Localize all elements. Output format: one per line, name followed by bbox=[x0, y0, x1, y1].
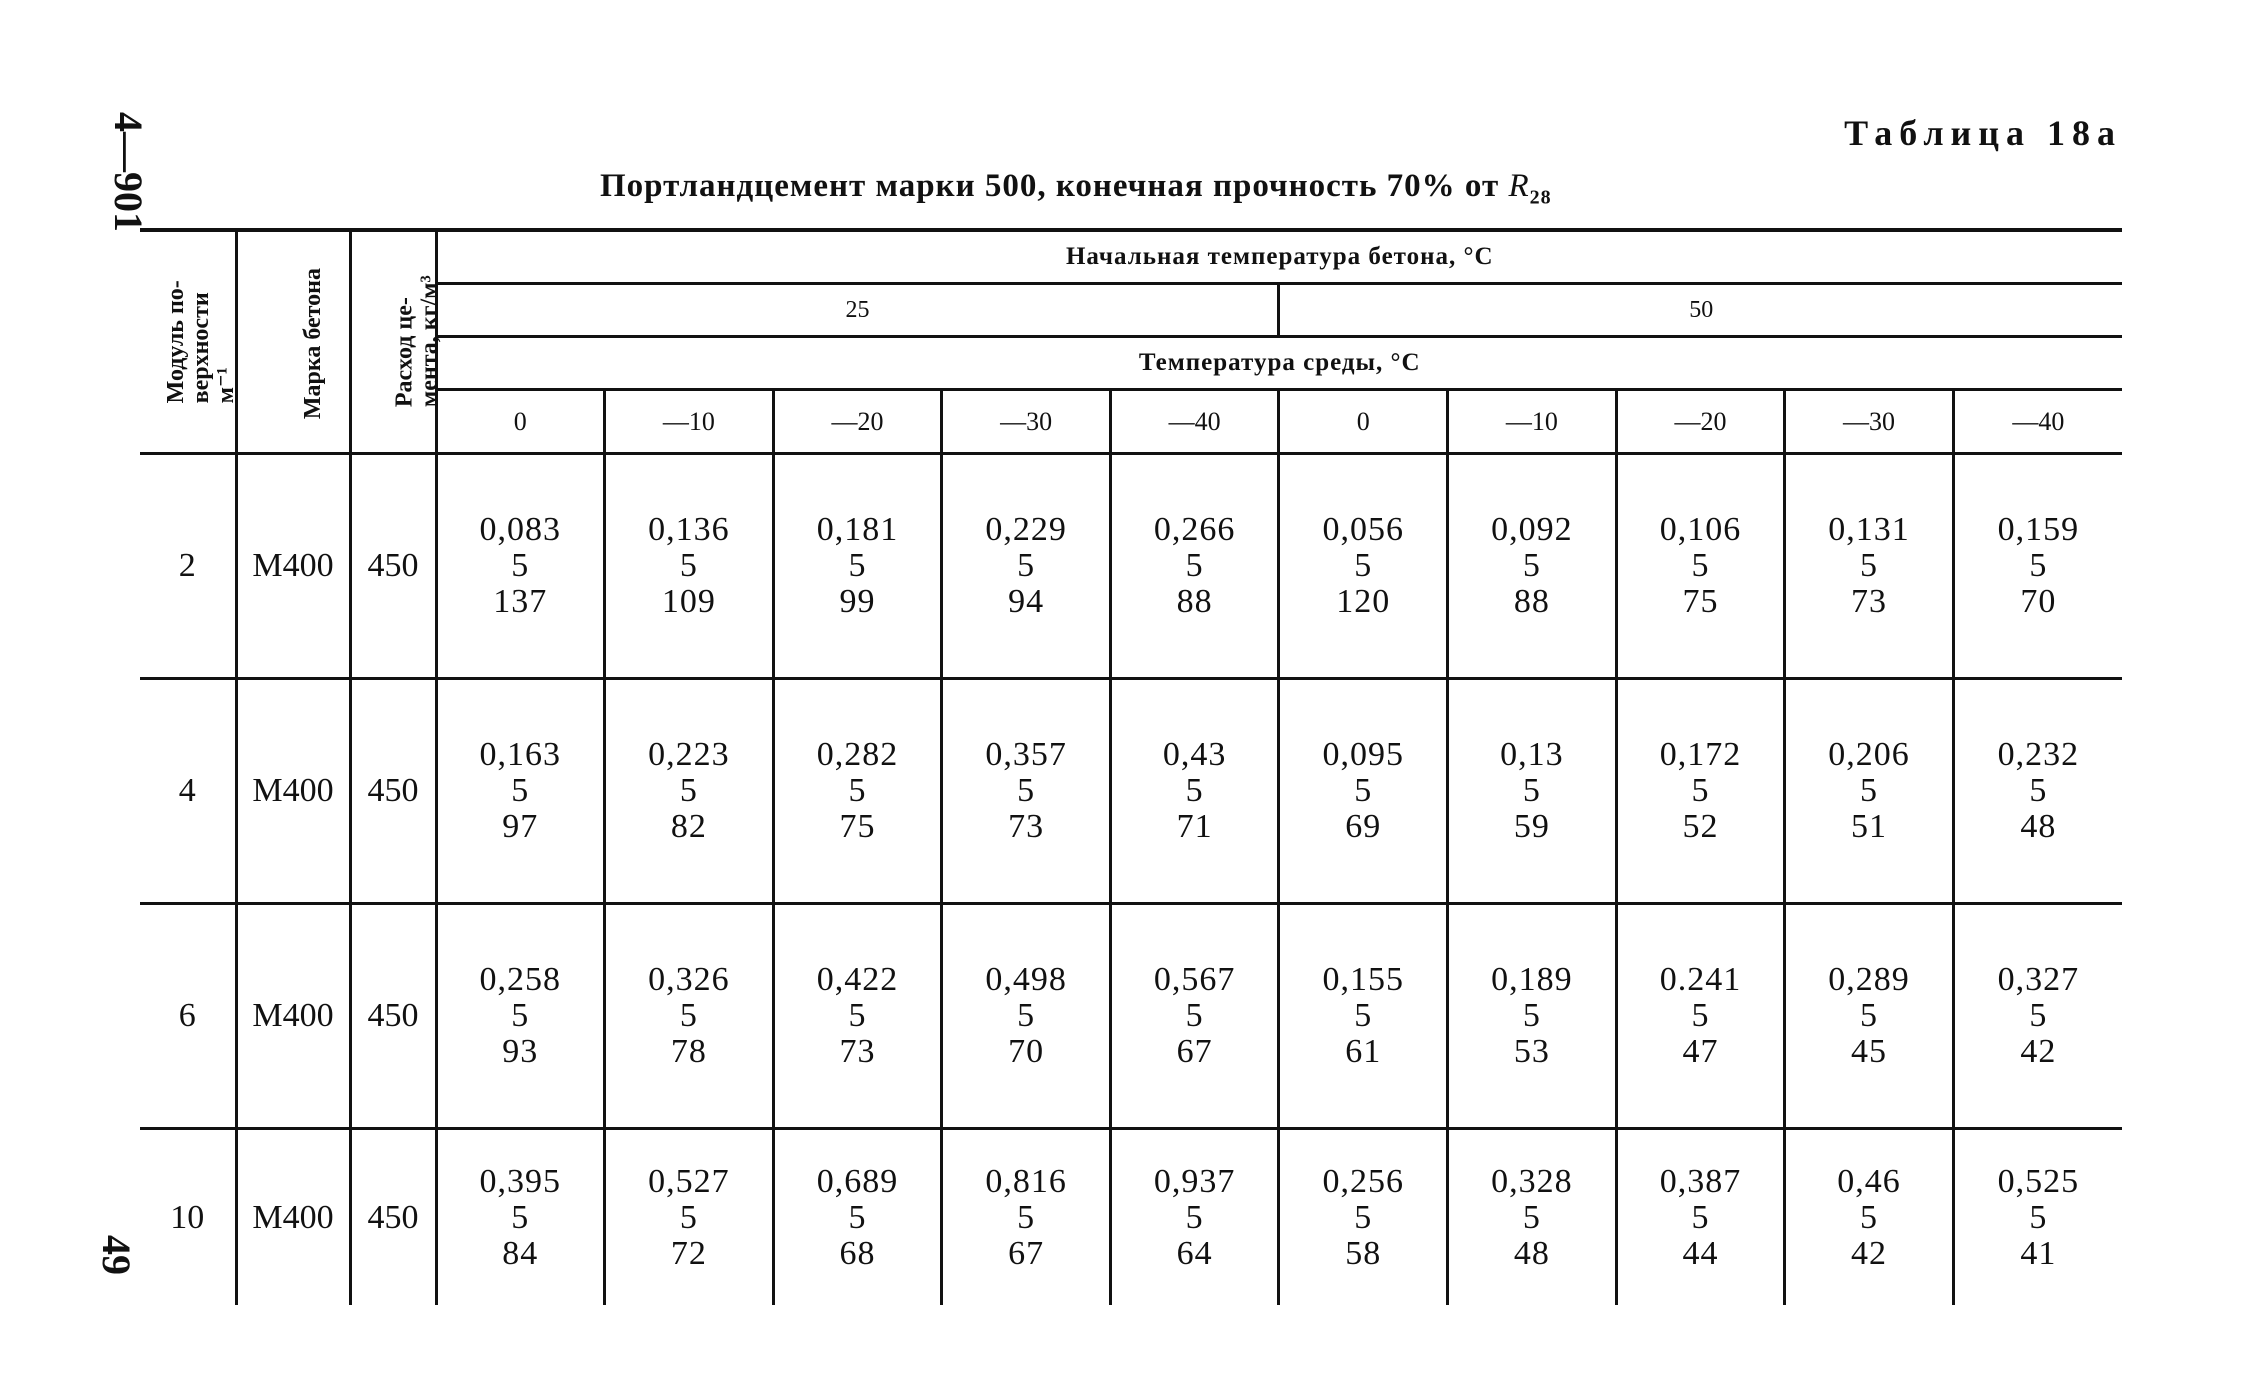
table-cell bbox=[773, 679, 942, 904]
cell-value-coefficient: 0,289 bbox=[1828, 961, 1910, 998]
table-cell bbox=[942, 904, 1111, 1129]
cell-value-coefficient: 0,172 bbox=[1659, 736, 1742, 773]
cell-value-time: 47 bbox=[1682, 1033, 1719, 1070]
cell-value-grade: 5 bbox=[2029, 1198, 2048, 1236]
initial-temp-50: 50 bbox=[1279, 284, 2122, 337]
table-cell bbox=[436, 679, 605, 904]
row-cement: 450 bbox=[350, 679, 436, 904]
table-label: Таблица 18а bbox=[1844, 113, 2122, 153]
cell-value-time: 75 bbox=[839, 808, 876, 845]
col-header-modulus bbox=[140, 230, 240, 454]
cell-value-time: 99 bbox=[839, 583, 876, 620]
cell-value-grade: 5 bbox=[2029, 997, 2048, 1034]
cell-value-coefficient: 0,567 bbox=[1153, 961, 1236, 998]
row-cement: 450 bbox=[350, 454, 436, 679]
cell-value-grade: 5 bbox=[2029, 772, 2048, 809]
cell-value-time: 73 bbox=[1851, 583, 1888, 620]
env-temp-col: —40 bbox=[1110, 390, 1279, 454]
table-cell bbox=[1110, 454, 1279, 679]
cell-value-coefficient: 0,083 bbox=[479, 511, 562, 548]
cell-value-grade: 5 bbox=[679, 547, 698, 584]
cell-value-coefficient: 0,498 bbox=[985, 961, 1067, 998]
table-cell bbox=[1616, 1129, 1785, 1306]
col-header-grade bbox=[236, 230, 350, 454]
col-header-grade-text: Марка бетона bbox=[299, 268, 326, 420]
table-cell bbox=[1785, 679, 1954, 904]
cell-value-time: 67 bbox=[1008, 1234, 1045, 1272]
initial-temp-header: Начальная температура бетона, °С bbox=[436, 230, 2122, 284]
table-cell bbox=[1110, 679, 1279, 904]
table-cell bbox=[436, 1129, 605, 1306]
table-cell bbox=[605, 454, 774, 679]
cell-value-time: 52 bbox=[1682, 808, 1719, 845]
cell-value-time: 45 bbox=[1851, 1033, 1888, 1070]
env-temp-col: 0 bbox=[1279, 390, 1448, 454]
cell-value-grade: 5 bbox=[511, 1198, 530, 1236]
env-temp-col: —10 bbox=[605, 390, 774, 454]
cell-value-coefficient: 0,092 bbox=[1491, 511, 1573, 548]
cell-value-grade: 5 bbox=[1185, 997, 1204, 1034]
cell-value-grade: 5 bbox=[1522, 997, 1541, 1034]
cell-value-coefficient: 0,327 bbox=[1997, 961, 2080, 998]
cell-value-coefficient: 0,131 bbox=[1828, 511, 1910, 548]
table-row bbox=[140, 454, 2122, 679]
cell-value-grade: 5 bbox=[1354, 547, 1373, 584]
cell-value-time: 58 bbox=[1345, 1234, 1382, 1272]
cell-value-grade: 5 bbox=[1691, 1198, 1710, 1236]
table-cell bbox=[1110, 904, 1279, 1129]
table-cell bbox=[773, 454, 942, 679]
cell-value-coefficient: 0.241 bbox=[1659, 961, 1742, 998]
cell-value-coefficient: 0,937 bbox=[1153, 1162, 1236, 1200]
table-cell bbox=[942, 1129, 1111, 1306]
row-modulus: 6 bbox=[140, 904, 236, 1129]
table-cell bbox=[1448, 679, 1617, 904]
cell-value-grade: 5 bbox=[1691, 772, 1710, 809]
cell-value-time: 48 bbox=[1513, 1234, 1550, 1272]
cell-value-grade: 5 bbox=[1860, 772, 1879, 809]
cell-value-coefficient: 0,155 bbox=[1322, 961, 1405, 998]
table-row bbox=[140, 1129, 2122, 1306]
table-cell bbox=[605, 679, 774, 904]
table-row bbox=[140, 904, 2122, 1129]
cell-value-grade: 5 bbox=[848, 772, 867, 809]
cell-value-grade: 5 bbox=[1860, 547, 1879, 584]
cell-value-coefficient: 0,326 bbox=[648, 961, 730, 998]
page-number: 49 bbox=[94, 1235, 139, 1275]
cell-value-coefficient: 0,282 bbox=[816, 736, 899, 773]
cell-value-time: 67 bbox=[1176, 1033, 1213, 1070]
cell-value-grade: 5 bbox=[1017, 997, 1036, 1034]
cell-value-coefficient: 0,189 bbox=[1491, 961, 1573, 998]
cell-value-coefficient: 0,136 bbox=[648, 511, 730, 548]
col-header-cement-line2: мента, кг/м³ bbox=[416, 275, 443, 408]
data-table bbox=[140, 228, 2122, 1305]
cell-value-time: 75 bbox=[1682, 583, 1719, 620]
cell-value-coefficient: 0,527 bbox=[648, 1162, 730, 1200]
row-cement: 450 bbox=[350, 904, 436, 1129]
cell-value-time: 70 bbox=[1008, 1033, 1045, 1070]
cell-value-grade: 5 bbox=[1691, 547, 1710, 584]
table-cell bbox=[1279, 1129, 1448, 1306]
cell-value-grade: 5 bbox=[1860, 997, 1879, 1034]
table-title bbox=[600, 168, 1552, 210]
cell-value-time: 73 bbox=[839, 1033, 876, 1070]
col-header-modulus-line2: верхности bbox=[187, 292, 214, 404]
cell-value-coefficient: 0,232 bbox=[1997, 736, 2080, 773]
cell-value-coefficient: 0,095 bbox=[1322, 736, 1405, 773]
table-cell bbox=[942, 679, 1111, 904]
table-cell bbox=[1953, 904, 2122, 1129]
env-temp-col: —40 bbox=[1953, 390, 2122, 454]
row-modulus: 10 bbox=[140, 1129, 236, 1306]
table-cell bbox=[436, 904, 605, 1129]
title-variable: R bbox=[1508, 168, 1530, 204]
cell-value-time: 64 bbox=[1176, 1234, 1213, 1272]
env-temp-col: —20 bbox=[773, 390, 942, 454]
cell-value-grade: 5 bbox=[1017, 772, 1036, 809]
cell-value-grade: 5 bbox=[1691, 997, 1710, 1034]
cell-value-time: 82 bbox=[670, 808, 707, 845]
row-modulus: 2 bbox=[140, 454, 236, 679]
row-grade: М400 bbox=[236, 454, 350, 679]
table-cell bbox=[1448, 1129, 1617, 1306]
cell-value-coefficient: 0,266 bbox=[1153, 511, 1236, 548]
table-cell bbox=[1785, 904, 1954, 1129]
cell-value-grade: 5 bbox=[848, 1198, 867, 1236]
page-side-code: 4—901 bbox=[106, 112, 151, 232]
row-grade: М400 bbox=[236, 1129, 350, 1306]
cell-value-coefficient: 0,357 bbox=[985, 736, 1067, 773]
cell-value-coefficient: 0,43 bbox=[1162, 736, 1227, 773]
cell-value-coefficient: 0,256 bbox=[1322, 1162, 1405, 1200]
cell-value-grade: 5 bbox=[1017, 547, 1036, 584]
table-cell bbox=[1785, 454, 1954, 679]
cell-value-grade: 5 bbox=[848, 547, 867, 584]
cell-value-grade: 5 bbox=[511, 772, 530, 809]
table-cell bbox=[1279, 679, 1448, 904]
cell-value-time: 71 bbox=[1176, 808, 1213, 845]
cell-value-time: 41 bbox=[2020, 1234, 2057, 1272]
cell-value-coefficient: 0,395 bbox=[479, 1162, 562, 1200]
table-cell bbox=[773, 1129, 942, 1306]
table-cell bbox=[1448, 904, 1617, 1129]
cell-value-coefficient: 0,46 bbox=[1837, 1162, 1901, 1200]
table-cell bbox=[1616, 454, 1785, 679]
cell-value-coefficient: 0,223 bbox=[648, 736, 730, 773]
cell-value-grade: 5 bbox=[848, 997, 867, 1034]
cell-value-time: 69 bbox=[1345, 808, 1382, 845]
cell-value-coefficient: 0,689 bbox=[816, 1162, 899, 1200]
table-cell bbox=[1785, 1129, 1954, 1306]
cell-value-time: 48 bbox=[2020, 808, 2057, 845]
cell-value-grade: 5 bbox=[511, 997, 530, 1034]
cell-value-time: 70 bbox=[2020, 583, 2057, 620]
cell-value-time: 93 bbox=[502, 1033, 539, 1070]
cell-value-coefficient: 0,258 bbox=[479, 961, 562, 998]
table-cell bbox=[1448, 454, 1617, 679]
table-cell bbox=[605, 1129, 774, 1306]
env-temp-col: —20 bbox=[1616, 390, 1785, 454]
cell-value-time: 42 bbox=[1851, 1234, 1888, 1272]
initial-temp-25: 25 bbox=[436, 284, 1279, 337]
cell-value-time: 42 bbox=[2020, 1033, 2057, 1070]
col-header-cement-line1: Расход це- bbox=[391, 297, 418, 408]
cell-value-coefficient: 0,106 bbox=[1659, 511, 1742, 548]
row-cement: 450 bbox=[350, 1129, 436, 1306]
table-cell bbox=[1616, 904, 1785, 1129]
cell-value-time: 88 bbox=[1513, 583, 1550, 620]
title-subscript: 28 bbox=[1529, 186, 1552, 209]
cell-value-grade: 5 bbox=[1185, 772, 1204, 809]
cell-value-grade: 5 bbox=[2029, 547, 2048, 584]
cell-value-coefficient: 0,328 bbox=[1491, 1162, 1573, 1200]
cell-value-time: 68 bbox=[839, 1234, 876, 1272]
cell-value-grade: 5 bbox=[1522, 547, 1541, 584]
cell-value-coefficient: 0,056 bbox=[1322, 511, 1405, 548]
table-cell bbox=[1279, 454, 1448, 679]
cell-value-time: 51 bbox=[1851, 808, 1888, 845]
cell-value-grade: 5 bbox=[1185, 1198, 1204, 1236]
cell-value-grade: 5 bbox=[1522, 772, 1541, 809]
table-cell bbox=[605, 904, 774, 1129]
cell-value-grade: 5 bbox=[1185, 547, 1204, 584]
cell-value-grade: 5 bbox=[1354, 772, 1373, 809]
cell-value-grade: 5 bbox=[1860, 1198, 1879, 1236]
cell-value-time: 73 bbox=[1008, 808, 1045, 845]
cell-value-time: 78 bbox=[670, 1033, 707, 1070]
cell-value-grade: 5 bbox=[679, 1198, 698, 1236]
cell-value-time: 94 bbox=[1008, 583, 1045, 620]
table-cell bbox=[1279, 904, 1448, 1129]
env-temp-col: 0 bbox=[436, 390, 605, 454]
cell-value-time: 53 bbox=[1513, 1033, 1550, 1070]
cell-value-grade: 5 bbox=[679, 772, 698, 809]
cell-value-grade: 5 bbox=[1522, 1198, 1541, 1236]
env-temp-col: —10 bbox=[1448, 390, 1617, 454]
cell-value-grade: 5 bbox=[511, 547, 530, 584]
env-temp-header: Температура среды, °С bbox=[436, 337, 2122, 390]
cell-value-coefficient: 0,525 bbox=[1997, 1162, 2080, 1200]
cell-value-coefficient: 0,229 bbox=[985, 511, 1067, 548]
cell-value-coefficient: 0,816 bbox=[985, 1162, 1067, 1200]
table-cell bbox=[773, 904, 942, 1129]
cell-value-time: 97 bbox=[502, 808, 539, 845]
cell-value-time: 44 bbox=[1682, 1234, 1719, 1272]
cell-value-grade: 5 bbox=[1354, 1198, 1373, 1236]
cell-value-time: 109 bbox=[661, 583, 716, 620]
cell-value-time: 88 bbox=[1176, 583, 1213, 620]
table-title-text: Портландцемент марки 500, конечная прочность 70% от bbox=[600, 168, 1509, 204]
col-header-modulus-line3: м⁻¹ bbox=[213, 366, 240, 404]
env-temp-col: —30 bbox=[942, 390, 1111, 454]
cell-value-time: 137 bbox=[493, 583, 548, 620]
cell-value-grade: 5 bbox=[679, 997, 698, 1034]
table-cell bbox=[1953, 1129, 2122, 1306]
cell-value-time: 72 bbox=[670, 1234, 707, 1272]
cell-value-coefficient: 0,387 bbox=[1659, 1162, 1742, 1200]
cell-value-grade: 5 bbox=[1017, 1198, 1036, 1236]
table-cell bbox=[942, 454, 1111, 679]
col-header-cement bbox=[350, 230, 443, 454]
table-cell bbox=[1953, 679, 2122, 904]
table-cell bbox=[1110, 1129, 1279, 1306]
cell-value-coefficient: 0,206 bbox=[1828, 736, 1910, 773]
cell-value-time: 84 bbox=[502, 1234, 539, 1272]
cell-value-grade: 5 bbox=[1354, 997, 1373, 1034]
env-temp-col: —30 bbox=[1785, 390, 1954, 454]
table-cell bbox=[1953, 454, 2122, 679]
table-row bbox=[140, 679, 2122, 904]
cell-value-coefficient: 0,163 bbox=[479, 736, 562, 773]
cell-value-coefficient: 0,159 bbox=[1997, 511, 2080, 548]
cell-value-coefficient: 0,181 bbox=[816, 511, 899, 548]
cell-value-coefficient: 0,13 bbox=[1500, 736, 1564, 773]
row-grade: М400 bbox=[236, 904, 350, 1129]
col-header-modulus-line1: Модуль по- bbox=[162, 280, 189, 404]
table-cell bbox=[1616, 679, 1785, 904]
cell-value-time: 120 bbox=[1336, 583, 1391, 620]
row-grade: М400 bbox=[236, 679, 350, 904]
cell-value-time: 61 bbox=[1345, 1033, 1382, 1070]
cell-value-coefficient: 0,422 bbox=[816, 961, 899, 998]
table-cell bbox=[436, 454, 605, 679]
row-modulus: 4 bbox=[140, 679, 236, 904]
cell-value-time: 59 bbox=[1513, 808, 1550, 845]
